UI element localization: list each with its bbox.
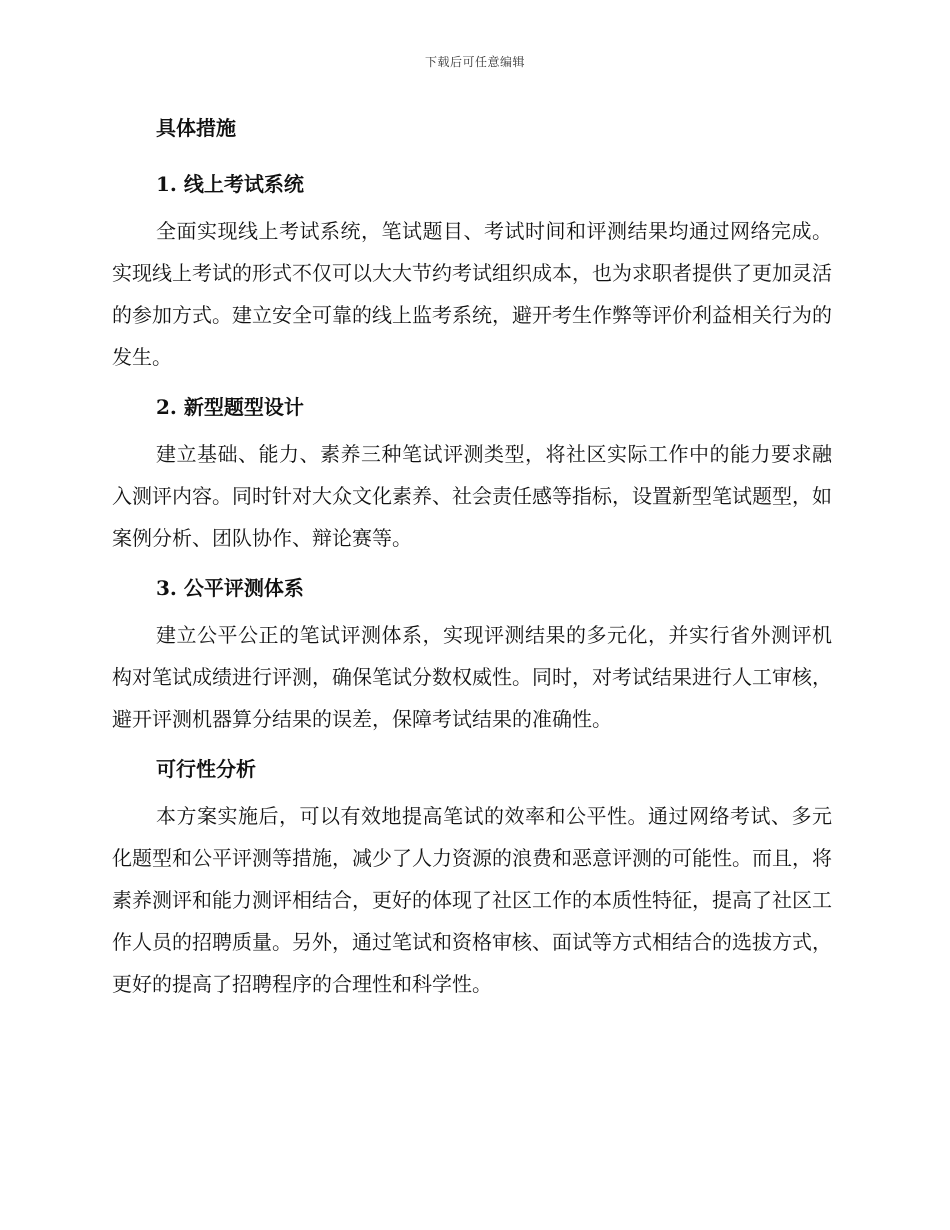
document-body — [112, 110, 832, 1005]
page-header: 下载后可任意编辑 — [424, 55, 525, 69]
paragraph-online-exam: 全面实现线上考试系统，笔试题目、考试时间和评测结果均通过网络完成。实现线上考试的形式不仅可以大大节约考试组织成本，也为求职者提供了更加灵活的参加方式。建立安全可靠的线上监考系统，避开考生作弊等评价利益相关行为的发生。 — [112, 219, 832, 369]
subsection-heading-question-design: 2. 新型题型设计 — [156, 395, 304, 419]
section-heading-feasibility: 可行性分析 — [156, 757, 256, 781]
section-heading-measures: 具体措施 — [156, 116, 236, 140]
paragraph-question-design: 建立基础、能力、素养三种笔试评测类型，将社区实际工作中的能力要求融入测评内容。同时针对大众文化素养、社会责任感等指标，设置新型笔试题型，如案例分析、团队协作、辩论赛等。 — [112, 442, 832, 550]
subsection-heading-online-exam: 1. 线上考试系统 — [156, 172, 304, 196]
subsection-heading-fair-evaluation: 3. 公平评测体系 — [156, 576, 304, 600]
paragraph-fair-evaluation: 建立公平公正的笔试评测体系，实现评测结果的多元化，并实行省外测评机构对笔试成绩进行评测，确保笔试分数权威性。同时，对考试结果进行人工审核，避开评测机器算分结果的误差，保障考试结果的准确性。 — [112, 623, 832, 731]
paragraph-feasibility: 本方案实施后，可以有效地提高笔试的效率和公平性。通过网络考试、多元化题型和公平评测等措施，减少了人力资源的浪费和恶意评测的可能性。而且，将素养测评和能力测评相结合，更好的体现了社区工作的本质性特征，提高了社区工作人员的招聘质量。另外，通过笔试和资格审核、面试等方式相结合的选拔方式，更好的提高了招聘程序的合理性和科学性。 — [112, 804, 832, 996]
